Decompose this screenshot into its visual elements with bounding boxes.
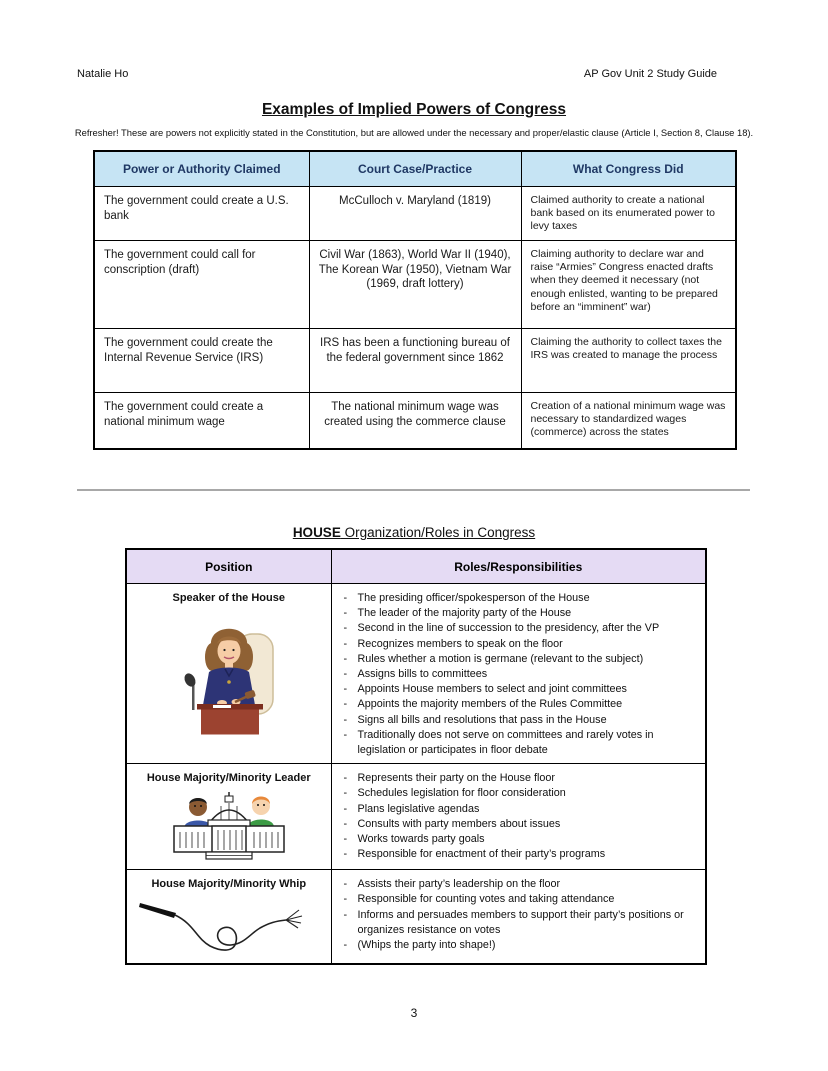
table-row [94, 187, 736, 241]
column-header-action: What Congress Did [521, 151, 736, 187]
page-number: 3 [410, 1006, 418, 1020]
table-row [94, 329, 736, 393]
table-row-whip [126, 870, 706, 965]
section-divider [77, 489, 750, 491]
role-item: - Informs and persuades members to support their party’s positions or organizes resistance on votes [342, 908, 698, 938]
role-item: - Signs all bills and resolutions that pass in the House [342, 713, 698, 728]
refresher-note: Refresher! These are powers not explicitly stated in the Constitution, but are allowed under the necessary and proper/elastic clause (Article I, Section 8, Clause 18). [74, 127, 754, 138]
implied-powers-header-row [94, 151, 736, 187]
role-item: - Traditionally does not serve on committees and rarely votes in legislation or participates in floor debate [342, 728, 698, 758]
cell-power: The government could create the Internal Revenue Service (IRS) [94, 329, 309, 393]
role-item: - (Whips the party into shape!) [342, 938, 698, 953]
role-item: - Recognizes members to speak on the floor [342, 637, 698, 652]
header-author: Natalie Ho [77, 68, 129, 80]
capitol-leaders-cartoon-icon [131, 792, 327, 865]
whip-line-drawing-icon [131, 898, 327, 959]
column-header-roles: Roles/Responsibilities [331, 549, 706, 584]
speaker-of-the-house-cartoon-icon [131, 612, 327, 741]
cell-roles [331, 870, 706, 965]
column-header-case: Court Case/Practice [309, 151, 521, 187]
document-header [77, 68, 717, 80]
cell-power: The government could create a U.S. bank [94, 187, 309, 241]
role-item: - Assists their party’s leadership on the floor [342, 877, 698, 892]
section-title-house-roles [0, 525, 828, 540]
table-row-leader [126, 764, 706, 870]
role-item: - Schedules legislation for floor consideration [342, 786, 698, 801]
house-roles-table [125, 548, 707, 965]
table-row-speaker [126, 584, 706, 764]
cell-roles [331, 584, 706, 764]
house-roles-header-row [126, 549, 706, 584]
cell-position [126, 870, 331, 965]
role-item: - Rules whether a motion is germane (relevant to the subject) [342, 652, 698, 667]
position-label: House Majority/Minority Whip [151, 878, 307, 891]
cell-case: McCulloch v. Maryland (1819) [309, 187, 521, 241]
role-item: - Appoints the majority members of the Rules Committee [342, 697, 698, 712]
cell-action: Claiming the authority to collect taxes the IRS was created to manage the process [521, 329, 736, 393]
cell-position [126, 584, 331, 764]
house-title-bold: HOUSE [292, 525, 341, 540]
cell-case: The national minimum wage was created using the commerce clause [309, 393, 521, 449]
role-item: - The leader of the majority party of the House [342, 606, 698, 621]
implied-powers-table [93, 150, 737, 450]
table-row [94, 241, 736, 329]
cell-roles [331, 764, 706, 870]
role-item: - Plans legislative agendas [342, 802, 698, 817]
column-header-power: Power or Authority Claimed [94, 151, 309, 187]
header-doc-title: AP Gov Unit 2 Study Guide [583, 68, 717, 80]
role-item: - Works towards party goals [342, 832, 698, 847]
column-header-position: Position [126, 549, 331, 584]
role-item: - Consults with party members about issues [342, 817, 698, 832]
cell-action: Creation of a national minimum wage was necessary to standardized wages (commerce) across the states [521, 393, 736, 449]
house-title-rest: Organization/Roles in Congress [340, 525, 536, 540]
position-label: House Majority/Minority Leader [146, 772, 311, 785]
cell-action: Claiming authority to declare war and raise “Armies” Congress enacted drafts when they deemed it necessary (not enough enlisted, wanting to be prepared before an “imminent” war) [521, 241, 736, 329]
cell-power: The government could create a national minimum wage [94, 393, 309, 449]
role-item: - Responsible for counting votes and taking attendance [342, 892, 698, 907]
role-item: - The presiding officer/spokesperson of the House [342, 591, 698, 606]
cell-action: Claimed authority to create a national bank based on its enumerated power to levy taxes [521, 187, 736, 241]
cell-case: IRS has been a functioning bureau of the federal government since 1862 [309, 329, 521, 393]
cell-position [126, 764, 331, 870]
section-title-implied-powers: Examples of Implied Powers of Congress [261, 101, 567, 118]
role-item: - Responsible for enactment of their party’s programs [342, 847, 698, 862]
role-item: - Represents their party on the House floor [342, 771, 698, 786]
role-item: - Appoints House members to select and joint committees [342, 682, 698, 697]
position-label: Speaker of the House [172, 592, 285, 604]
cell-power: The government could call for conscription (draft) [94, 241, 309, 329]
role-item: - Second in the line of succession to the presidency, after the VP [342, 621, 698, 636]
role-item: - Assigns bills to committees [342, 667, 698, 682]
cell-case: Civil War (1863), World War II (1940), The Korean War (1950), Vietnam War (1969, draft lottery) [309, 241, 521, 329]
table-row [94, 393, 736, 449]
